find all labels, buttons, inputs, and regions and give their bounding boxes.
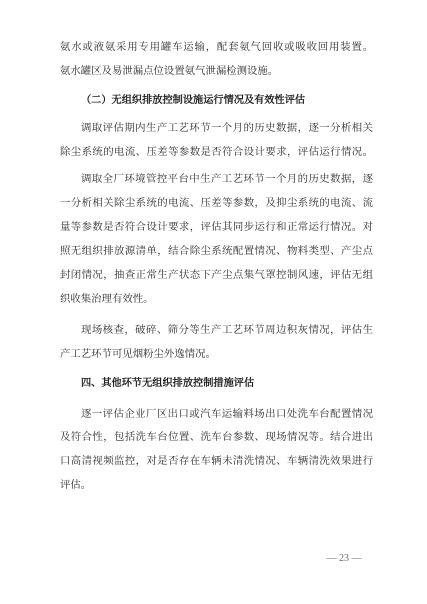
paragraph-line: 量等参数是否符合设计要求，评估其同步运行和正常运行情况。对: [60, 221, 373, 233]
paragraph-line: 照无组织排放源清单，结合除尘系统配置情况、物料类型、产尘点: [60, 245, 373, 257]
paragraph-line: 及符合性，包括洗车台位置、洗车台参数、现场情况等。结合进出: [60, 431, 373, 443]
paragraph-line: 封闭情况，抽查正常生产状态下产尘点集气罩控制风速，评估无组: [60, 269, 373, 281]
paragraph-line: 产工艺环节可见烟粉尘外逸情况。: [60, 348, 216, 360]
paragraph-line: 一分析相关除尘系统的电流、压差等参数，及抑尘系统的电流、流: [60, 197, 373, 209]
paragraph-line: 调取全厂环境管控平台中生产工艺环节一个月的历史数据，逐: [81, 173, 373, 185]
paragraph-line: 评估。: [60, 479, 92, 491]
section-heading: （二）无组织排放控制设施运行情况及有效性评估: [81, 95, 306, 106]
paragraph-line: 织收集治理有效性。: [60, 293, 154, 305]
paragraph-line: 调取评估期内生产工艺环节一个月的历史数据，逐一分析相关: [81, 122, 373, 134]
paragraph-line: 逐一评估企业厂区出口或汽车运输料场出口处洗车台配置情况: [81, 408, 373, 420]
page-number: — 23 —: [326, 553, 362, 564]
paragraph-line: 现场核查，破碎、筛分等生产工艺环节周边积灰情况，评估生: [81, 324, 373, 336]
paragraph-line: 口高清视频监控，对是否存在车辆未清洗情况、车辆清洗效果进行: [60, 455, 373, 467]
paragraph-line: 氨水罐区及易泄漏点位设置氨气泄漏检测设施。: [60, 65, 279, 77]
section-heading: 四、其他环节无组织排放控制措施评估: [81, 378, 255, 389]
paragraph-line: 除尘系统的电流、压差等参数是否符合设计要求，评估运行情况。: [60, 146, 373, 158]
paragraph-line: 氨水或液氨采用专用罐车运输，配套氨气回收或吸收回用装置。: [60, 41, 373, 53]
